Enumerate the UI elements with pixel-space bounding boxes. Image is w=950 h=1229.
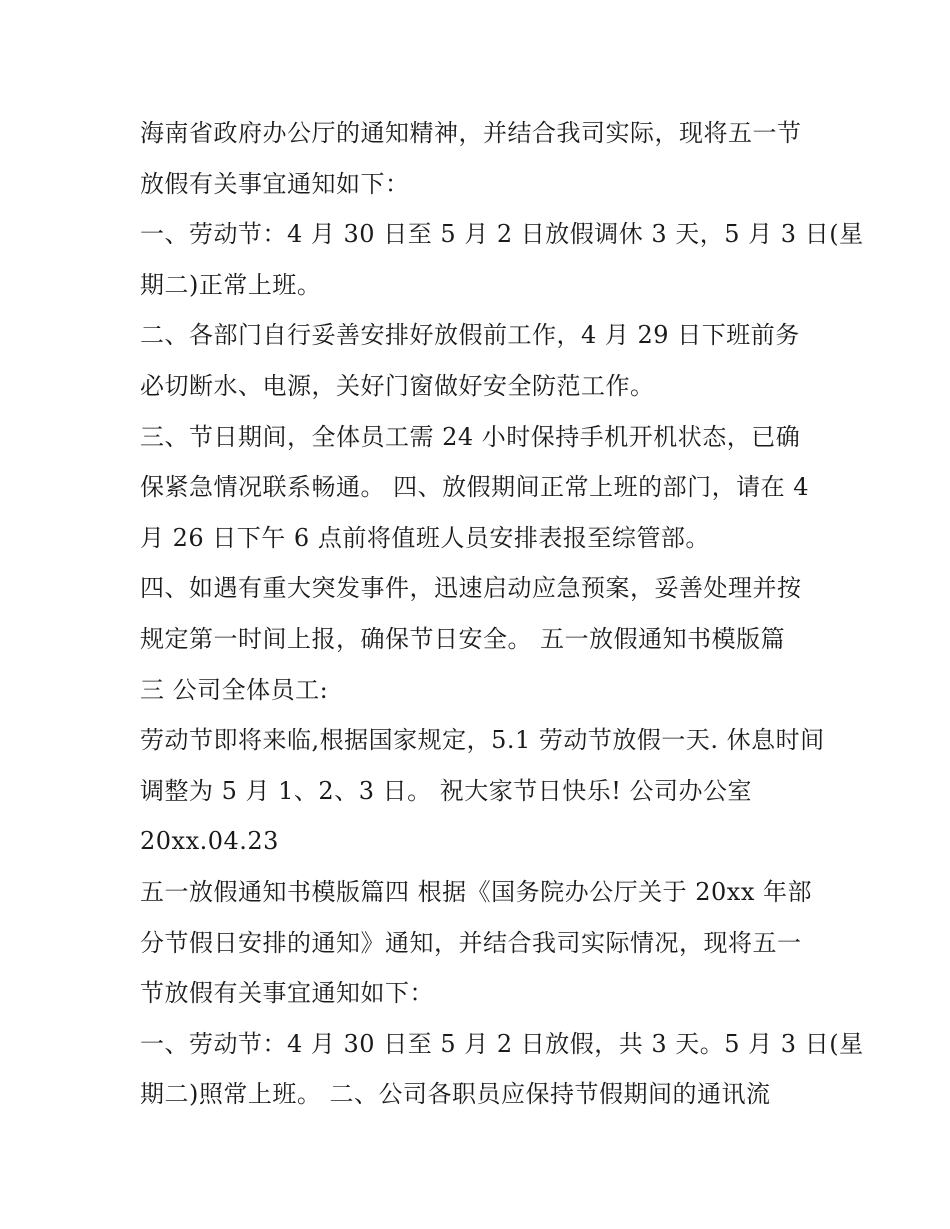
text-line: 放假有关事宜通知如下： <box>140 169 410 198</box>
text-line: 月 26 日下午 6 点前将值班人员安排表报至综管部。 <box>140 523 710 552</box>
text-line: 三、节日期间，全体员工需 24 小时保持手机开机状态，已确 <box>140 422 801 451</box>
text-line: 劳动节即将来临,根据国家规定，5.1 劳动节放假一天. 休息时间 <box>140 726 825 755</box>
text-line: 规定第一时间上报，确保节日安全。 五一放假通知书模版篇 <box>140 624 786 653</box>
text-line: 一、劳动节：4 月 30 日至 5 月 2 日放假调休 3 天，5 月 3 日(星 <box>140 220 864 249</box>
text-line: 一、劳动节：4 月 30 日至 5 月 2 日放假，共 3 天。5 月 3 日(星 <box>140 1029 864 1058</box>
text-line: 期二)照常上班。 二、公司各职员应保持节假期间的通讯流 <box>140 1080 771 1109</box>
text-line: 分节假日安排的通知》通知，并结合我司实际情况，现将五一 <box>140 928 802 957</box>
text-line: 20xx.04.23 <box>140 827 279 856</box>
text-line: 必切断水、电源，关好门窗做好安全防范工作。 <box>140 371 655 400</box>
text-line: 期二)正常上班。 <box>140 270 322 299</box>
text-line: 海南省政府办公厅的通知精神，并结合我司实际，现将五一节 <box>140 119 802 147</box>
text-line: 三 公司全体员工: <box>140 675 329 704</box>
text-line: 保紧急情况联系畅通。 四、放假期间正常上班的部门，请在 4 <box>140 473 810 502</box>
text-line: 五一放假通知书模版篇四 根据《国务院办公厅关于 20xx 年部 <box>140 877 812 906</box>
text-line: 节放假有关事宜通知如下： <box>140 979 434 1008</box>
text-line: 四、如遇有重大突发事件，迅速启动应急预案，妥善处理并按 <box>140 574 802 603</box>
text-line: 调整为 5 月 1、2、3 日。 祝大家节日快乐! 公司办公室 <box>140 776 752 805</box>
text-line: 二、各部门自行妥善安排好放假前工作，4 月 29 日下班前务 <box>140 321 800 350</box>
document-body <box>140 108 864 1120</box>
